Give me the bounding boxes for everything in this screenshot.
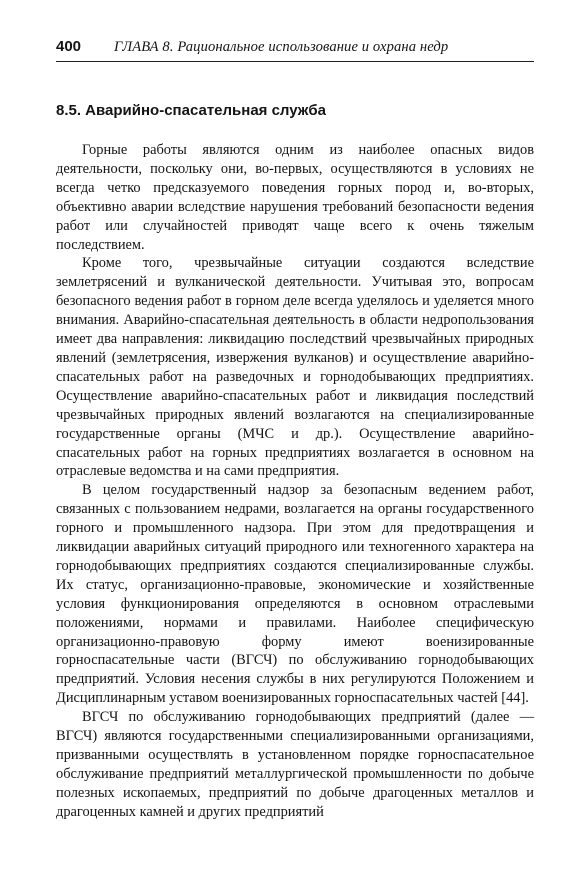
section-heading: 8.5. Аварийно-спасательная служба (56, 102, 327, 119)
book-page (56, 38, 534, 822)
page-number: 400 (56, 38, 82, 55)
paragraph-4: ВГСЧ по обслуживанию горнодобывающих предприятий (далее — ВГСЧ) являются государственными специализированными организациями, призванными осуществлять в установленном порядке горноспасательное обслуживание предприятий металлургической промышленности по добыче полезных ископаемых, предприятий по добыче драгоценных металлов и драгоценных камней и других предприятий (56, 709, 534, 820)
paragraph-2: Кроме того, чрезвычайные ситуации создаются вследствие землетрясений и вулканической деятельности. Учитывая это, вопросам безопасного ведения работ в горном деле всегда уделялось и уделяется много внимания. Аварийно-спасательная деятельность в области недропользования имеет два направления: ликвидацию последствий чрезвычайных природных явлений (землетрясения, извержения вулканов) и осуществление аварийно-спасательных работ на разведочных и горнодобывающих предприятиях. Осуществление аварийно-спасательных работ и ликвидация последствий чрезвычайных природных явлений возлагаются на специализированные государственные органы (МЧС и др.). Осуществление аварийно-спасательных работ на горных предприятиях возлагается в основном на отраслевые ведомства и на сами предприятия. (56, 255, 534, 480)
running-header (56, 38, 534, 62)
paragraph-3: В целом государственный надзор за безопасным ведением работ, связанных с пользованием недрами, возлагается на органы государственного горного и промышленного надзора. При этом для предотвращения и ликвидации аварийных ситуаций природного или техногенного характера на горнодобывающих предприятиях создаются специализированные службы. Их статус, организационно-правовые, экономические и хозяйственные условия функционирования определяются в основном отраслевыми положениями, нормами и правилами. Наиболее специфическую организационно-правовую форму имеют военизированные горноспасательные части (ВГСЧ) по обслуживанию горнодобывающих предприятий. Условия несения службы в них регулируются Положением и Дисциплинарным уставом военизированных горноспасательных частей [44]. (56, 482, 534, 707)
body-text (56, 141, 534, 822)
chapter-title: ГЛАВА 8. Рациональное использование и охрана недр (114, 39, 449, 55)
paragraph-1: Горные работы являются одним из наиболее опасных видов деятельности, поскольку они, во-первых, осуществляются в условиях не всегда четко предсказуемого поведения горных пород и, во-вторых, объективно аварии вследствие нарушения требований безопасности ведения работ или случайностей приводят чаще всего к очень тяжелым последствием. (56, 142, 534, 253)
